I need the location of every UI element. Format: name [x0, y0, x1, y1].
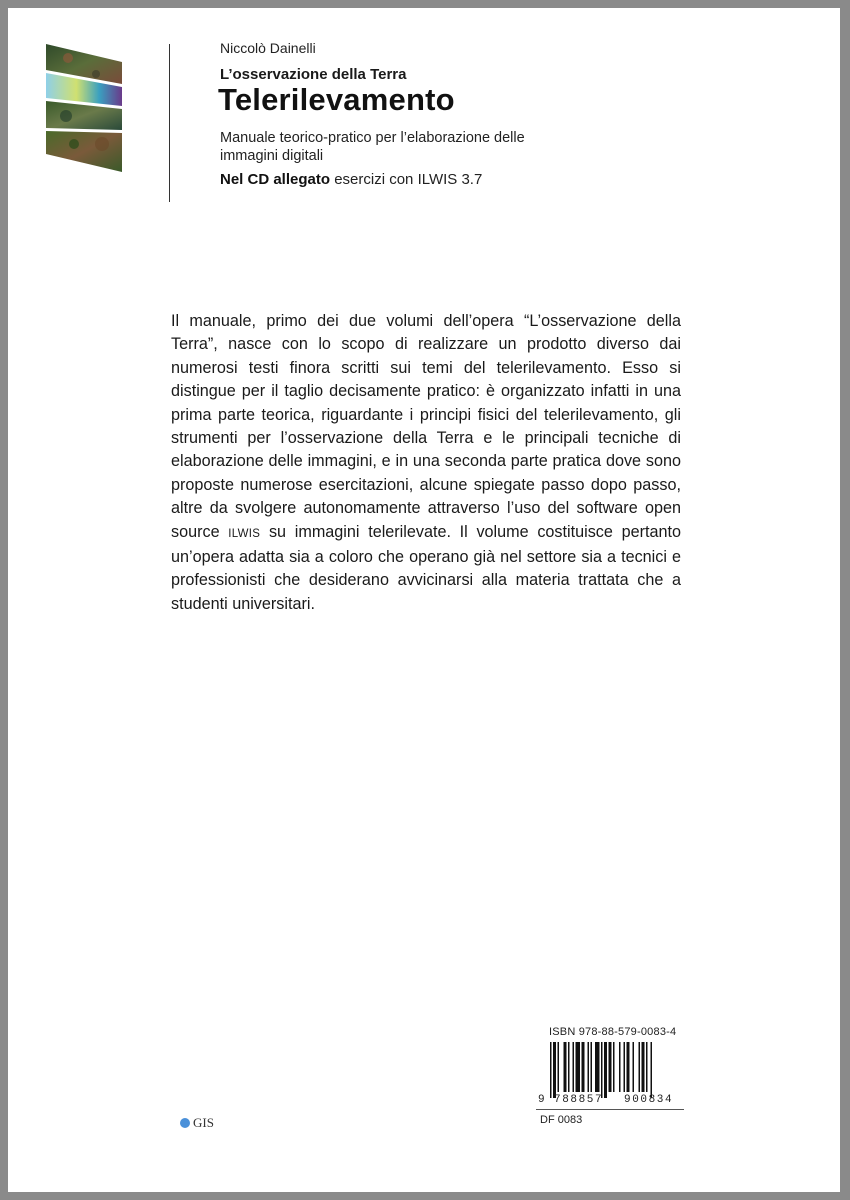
barcode-bar — [633, 1042, 635, 1092]
category-dot-icon — [180, 1118, 190, 1128]
satellite-imagery-strip-icon — [46, 44, 122, 172]
barcode-bar — [642, 1042, 645, 1092]
isbn-label: ISBN 978-88-579-0083-4 — [549, 1026, 677, 1038]
barcode-bar — [573, 1042, 575, 1092]
barcode-bar — [582, 1042, 585, 1092]
barcode-bar — [550, 1042, 552, 1098]
blurb-paragraph — [171, 310, 681, 616]
book-subtitle: Manuale teorico-pratico per l’elaborazione delle immagini digitali — [220, 130, 525, 164]
cd-note — [220, 171, 482, 188]
barcode-bar — [553, 1042, 556, 1098]
barcode-bar — [609, 1042, 612, 1092]
barcode-digits-right: 900834 — [624, 1094, 674, 1106]
barcode-bar — [619, 1042, 621, 1092]
barcode-bar — [564, 1042, 567, 1092]
product-code: DF 0083 — [540, 1114, 583, 1126]
barcode-bar — [601, 1042, 603, 1098]
barcode-bar — [604, 1042, 607, 1098]
barcode-bar — [558, 1042, 560, 1092]
header-divider — [169, 44, 170, 202]
book-title: Telerilevamento — [218, 82, 455, 117]
barcode-digit-first: 9 — [538, 1094, 545, 1106]
blurb-software-name: ILWIS — [228, 527, 261, 540]
blurb-text-before: Il manuale, primo dei due volumi dell’opera “L’osservazione della Terra”, nasce con lo scopo di realizzare un prodotto diverso dai numerosi testi finora scritti sui temi del telerilevamento. Esso si distingue per il taglio decisamente pratico: è organizzato infatti in una prima parte teorica, riguardante i principi fisici del telerilevamento, gli strumenti per l’osservazione della Terra e le principali tecniche di elaborazione delle immagini, e in una seconda parte pratica dove sono proposte numerose esercitazioni, alcune spiegate passo dopo passo, altre da svolgere autonomamente attraverso l’uso del software open source — [171, 312, 681, 541]
category-label: GIS — [193, 1115, 214, 1130]
barcode-bar — [646, 1042, 648, 1092]
barcode-bar — [613, 1042, 615, 1092]
barcode-bar — [651, 1042, 653, 1098]
barcode-bar — [576, 1042, 581, 1092]
cd-note-bold: Nel CD allegato — [220, 171, 331, 188]
barcode — [536, 1040, 686, 1100]
series-title: L’osservazione della Terra — [220, 66, 407, 83]
barcode-bar — [639, 1042, 641, 1092]
barcode-bar — [595, 1042, 600, 1092]
category-tag — [180, 1115, 214, 1131]
back-cover — [8, 8, 840, 1192]
blurb-text-after: su immagini telerilevate. Il volume costituisce pertanto un’opera adatta sia a coloro che operano già nel settore sia a tecnici e professionisti che desiderano avvicinarsi alla materia trattata che a studenti universitari. — [171, 522, 681, 613]
barcode-bar — [588, 1042, 590, 1092]
cd-note-rest: esercizi con ILWIS 3.7 — [330, 171, 483, 188]
barcode-digits — [536, 1094, 686, 1108]
barcode-bar — [624, 1042, 626, 1092]
author-name: Niccolò Dainelli — [220, 40, 316, 56]
barcode-bar — [591, 1042, 593, 1092]
barcode-digits-left: 788857 — [554, 1094, 604, 1106]
barcode-bar — [627, 1042, 630, 1092]
footer-rule — [536, 1109, 684, 1110]
barcode-bar — [568, 1042, 570, 1092]
